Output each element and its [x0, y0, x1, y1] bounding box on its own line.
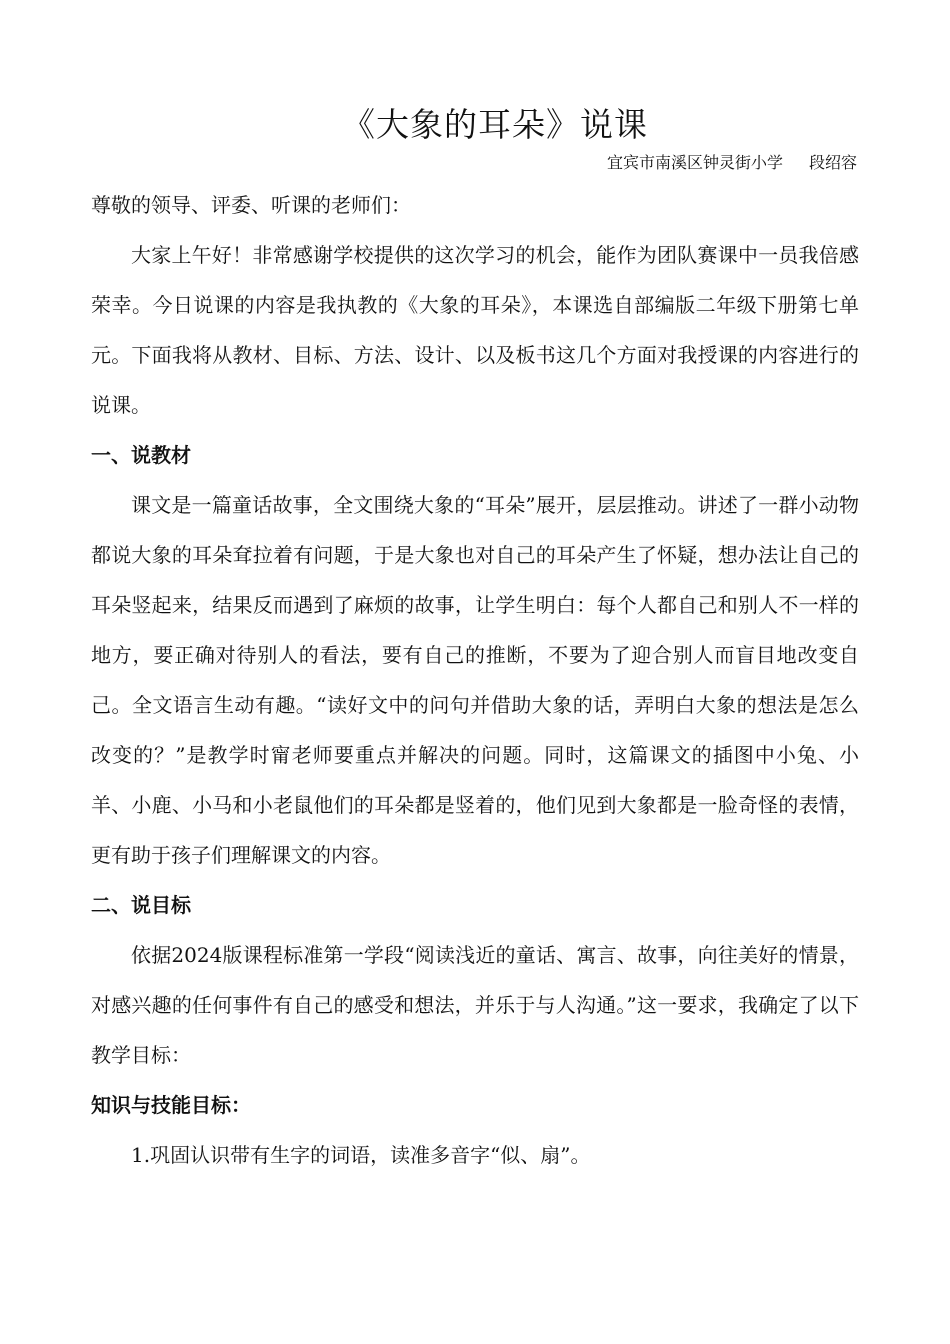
author-name: 段绍容: [808, 153, 857, 172]
document-title: 《大象的耳朵》说课: [342, 105, 648, 144]
textbook-paragraph: 课文是一篇童话故事，全文围绕大象的“耳朵”展开，层层推动。讲述了一群小动物都说大象的耳朵耷拉着有问题，于是大象也对自己的耳朵产生了怀疑，想办法让自己的耳朵竖起来，结果反而遇到了麻烦的故事，让学生明白：每个人都自己和别人不一样的地方，要正确对待别人的看法，要有自己的推断，不要为了迎合别人而盲目地改变自己。全文语言生动有趣。“读好文中的问句并借助大象的话，弄明白大象的想法是怎么改变的？”是教学时甯老师要重点并解决的问题。同时，这篇课文的插图中小兔、小羊、小鹿、小马和小老鼠他们的耳朵都是竖着的，他们见到大象都是一脸奇怪的表情，更有助于孩子们理解课文的内容。: [91, 493, 859, 867]
goal-item-1: 1.巩固认识带有生字的词语，读准多音字“似、扇”。: [131, 1143, 591, 1167]
document-body: [91, 180, 859, 1180]
goals-paragraph: 依据2024版课程标准第一学段“阅读浅近的童话、寓言、故事，向往美好的情景，对感兴趣的任何事件有自己的感受和想法，并乐于与人沟通。”这一要求，我确定了以下教学目标：: [91, 943, 859, 1067]
section-heading-textbook: 一、说教材: [91, 443, 191, 467]
intro-paragraph: 大家上午好！非常感谢学校提供的这次学习的机会，能作为团队赛课中一员我倍感荣幸。今日说课的内容是我执教的《大象的耳朵》，本课选自部编版二年级下册第七单元。下面我将从教材、目标、方法、设计、以及板书这几个方面对我授课的内容进行的说课。: [91, 243, 859, 417]
author-school: 宜宾市南溪区钟灵街小学: [606, 153, 783, 172]
section-heading-goals: 二、说目标: [91, 893, 191, 917]
subheading-knowledge-skills: 知识与技能目标：: [91, 1093, 251, 1117]
author-line: [607, 152, 857, 174]
greeting: 尊敬的领导、评委、听课的老师们：: [91, 193, 411, 217]
